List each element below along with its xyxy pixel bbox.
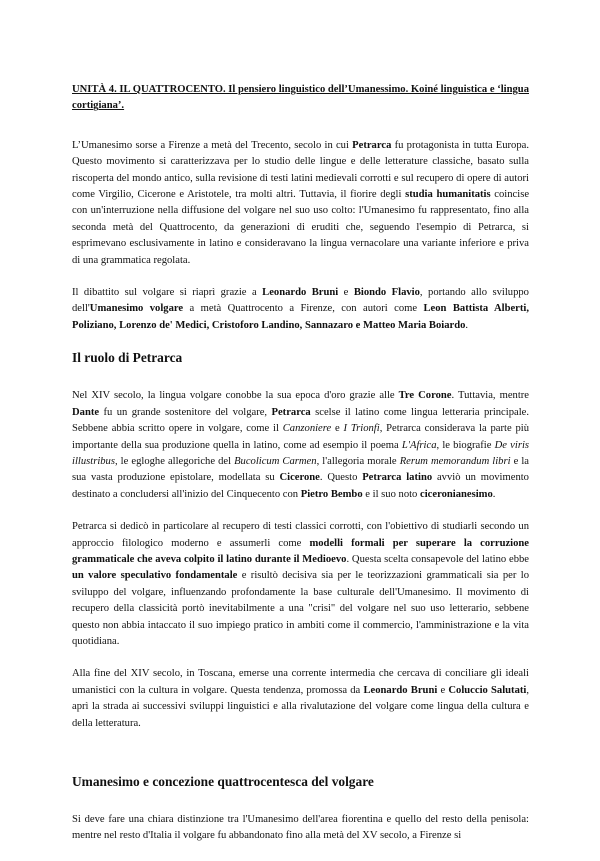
document-page — [72, 82, 529, 861]
paragraph-dibattito-volgare: Il dibattito sul volgare si riaprì grazie a Leonardo Bruni e Biondo Flavio, portando allo sviluppo dell'Umanesimo volgare a metà Quattrocento a Firenze, con autori come Leon Battista Alberti, Poliziano, Lorenzo de' Medici, Cristoforo Landino, Sannazaro e Matteo Maria Boiardo. — [72, 287, 529, 331]
section-title-umanesimo-volgare: Umanesimo e concezione quattrocentesca del volgare — [72, 774, 374, 789]
paragraph-distinzione: Si deve fare una chiara distinzione tra l'Umanesimo dell'area fiorentina e quello del resto della penisola: mentre nel resto d'Italia il volgare fu abbandonato fino alla metà del XV secolo, a Firenze si — [72, 814, 529, 842]
paragraph-corrente-intermedia: Alla fine del XIV secolo, in Toscana, emerse una corrente intermedia che cercava di conciliare gli ideali umanistici con la cultura in volgare. Questa tendenza, promossa da Leonardo Bruni e Coluccio Salutati, aprì la strada ai successivi sviluppi linguistici e alla rivalutazione del volgare come lingua della cultura e della letteratura. — [72, 668, 529, 729]
paragraph-umanesimo-intro: L’Umanesimo sorse a Firenze a metà del Trecento, secolo in cui Petrarca fu protagonista in tutta Europa. Questo movimento si caratterizzava per lo studio delle lingue e delle letterature classiche, basato sulla riscoperta del mondo antico, sulla revisione di testi latini medievali corrotti e sul recupero di opere di autori come Virgilio, Cicerone e Aristotele, tra molti altri. Tuttavia, il fiorire degli studia humanitatis coincise con un'interruzione nella diffusione del volgare nel suo uso colto: l'Umanesimo fu rappresentato, fino alla seconda metà del Quattrocento, da generazioni di eruditi che, seguendo l'esempio di Petrarca, si esprimevano esclusivamente in latino e consideravano la lingua vernacolare una variante inferiore e priva di una grammatica regolata. — [72, 139, 530, 266]
paragraph-recupero-testi: Petrarca si dedicò in particolare al recupero di testi classici corrotti, con l'obiettivo di studiarli secondo un approccio filologico moderno e assumerli come modelli formali per superare la corruzione grammaticale che aveva colpito il latino durante il Medioevo. Questa scelta consapevole del latino ebbe un valore speculativo fondamentale e risultò decisiva sia per le teorizzazioni grammaticali sia per lo sviluppo del volgare, influenzando profondamente la base culturale dell'Umanesimo. Il movimento di recupero della classicità portò inevitabilmente a una "crisi" del volgare nel suo uso letterario, sebbene questo non abbia intaccato il suo impiego pratico in ambiti come il commercio, l'amministrazione e la vita quotidiana. — [72, 521, 530, 647]
unit-heading: UNITÀ 4. IL QUATTROCENTO. Il pensiero linguistico dell’Umanessimo. Koiné linguistica e ‘lingua cortigiana’. — [72, 84, 529, 112]
section-title-ruolo-petrarca: Il ruolo di Petrarca — [72, 350, 183, 366]
paragraph-tre-corone: Nel XIV secolo, la lingua volgare conobbe la sua epoca d'oro grazie alle Tre Corone. Tuttavia, mentre Dante fu un grande sostenitore del volgare, Petrarca scelse il latino come lingua letteraria principale. Sebbene abbia scritto opere in volgare, come il Canzoniere e I Trionfi, Petrarca considerava la parte più importante della sua produzione quella in latino, come ad esempio il poema L'Africa, le biografie De viris illustribus, le egloghe allegoriche del Bucolicum Carmen, l'allegoria morale Rerum memorandum libri e la sua vasta produzione epistolare, modellata su Cicerone. Questo Petrarca latino avviò un movimento destinato a concludersi all'inizio del Cinquecento con Pietro Bembo e il suo noto ciceronianesimo. — [72, 390, 530, 500]
